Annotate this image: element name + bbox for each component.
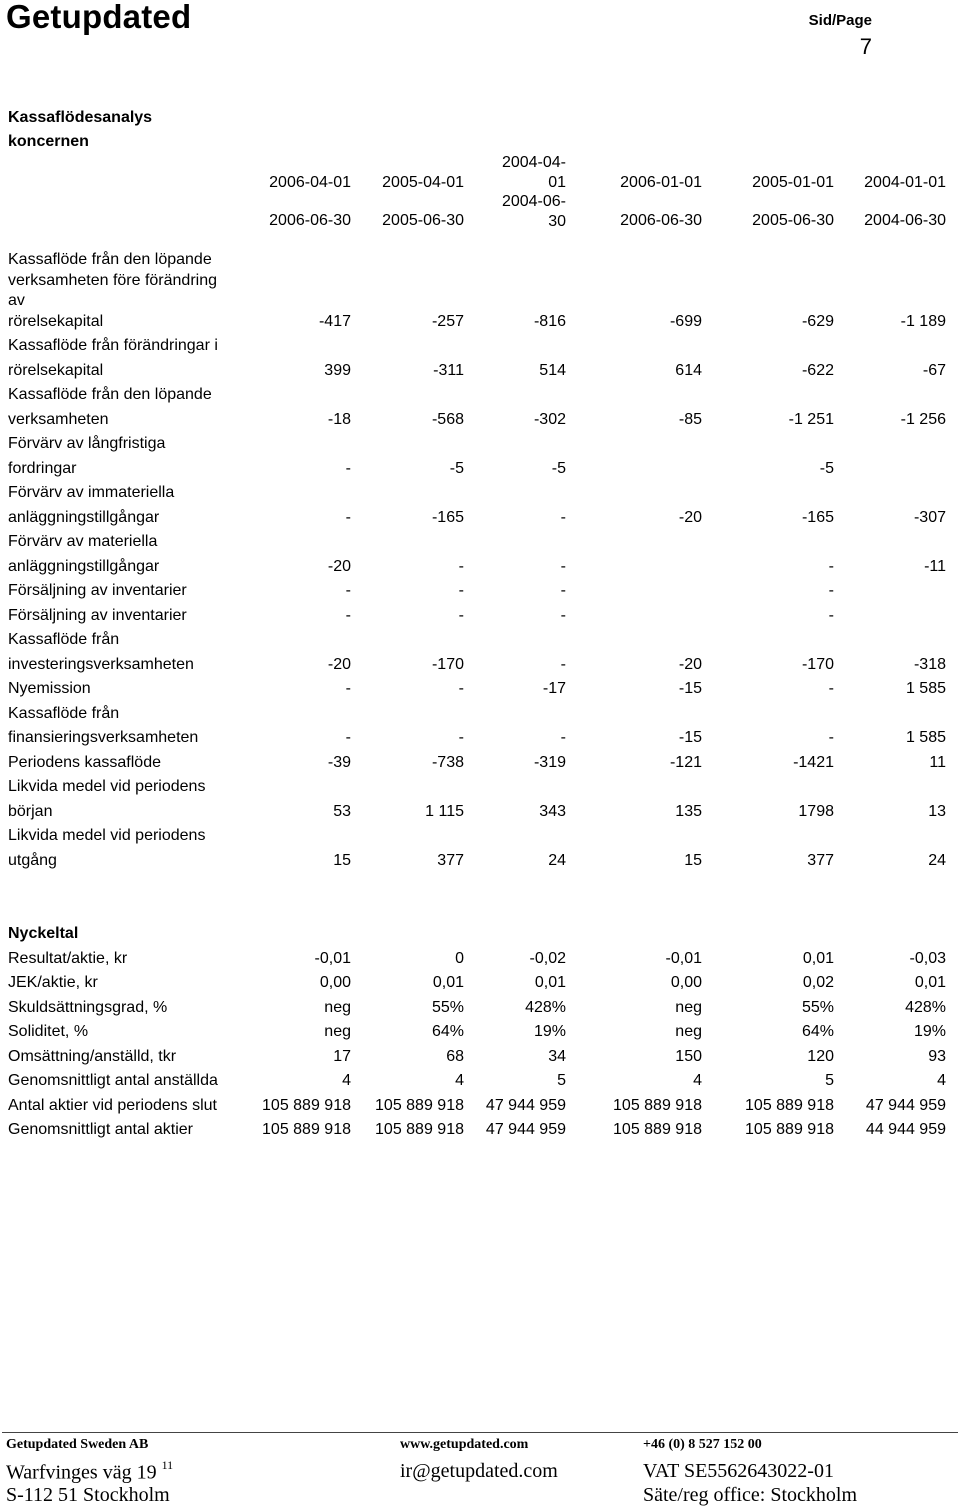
cell-value: - [345,582,351,599]
cell-value: 55% [801,998,834,1016]
cell-value: 1798 [798,802,834,820]
cell-value: 4 [455,1072,464,1089]
cell-value: -699 [669,312,702,330]
cell-value: 105 889 918 [262,1121,351,1138]
cell-value: - [828,606,834,624]
cell-value: neg [675,1023,702,1040]
row-label: Likvida medel vid periodens [8,827,206,844]
cell-value: 135 [675,802,702,820]
column-header-to: 30 [548,213,566,230]
cell-value: - [345,606,351,624]
cell-value: 1 585 [905,680,946,697]
brand-title: Getupdated [6,0,192,35]
cell-value: - [560,729,566,746]
footer-email: ir@getupdated.com [400,1460,558,1482]
cell-value: 47 944 959 [485,1096,566,1114]
cell-value: -20 [678,508,702,526]
cell-value: 4 [937,1072,946,1089]
cell-value: 1 585 [905,729,946,746]
cell-value: 47 944 959 [865,1096,946,1114]
row-label: Försäljning av inventarier [8,606,187,624]
row-label: Förvärv av materiella [8,533,158,550]
cell-value: 5 [557,1072,566,1089]
cell-value: 105 889 918 [262,1096,351,1114]
cell-value: -39 [327,753,351,771]
cell-value: -165 [801,508,834,526]
cashflow-subtitle: koncernen [8,133,89,150]
cell-value: -1 256 [900,410,946,428]
footer-city: S-112 51 Stockholm [6,1484,170,1506]
cell-value: -5 [449,459,464,477]
row-label: Kassaflöde från [8,704,120,722]
cell-value: 15 [684,851,702,869]
cell-value: -20 [327,655,351,673]
cell-value: 105 889 918 [613,1121,702,1138]
cell-value: -0,01 [665,949,702,967]
cell-value: -5 [819,459,834,477]
cell-value: -816 [533,312,566,330]
footer-street-line [6,1460,173,1485]
cell-value: -20 [327,557,351,575]
cell-value: - [458,680,464,697]
cell-value: 53 [333,802,351,820]
cell-value: -1 189 [900,312,946,330]
footer-street: Warfvinges väg 19 [6,1461,157,1484]
row-label: finansieringsverksamheten [8,729,199,746]
cell-value: 343 [539,802,566,820]
column-header-from: 2005-04-01 [382,174,464,191]
cell-value: - [560,582,566,599]
cell-value: 428% [525,998,566,1016]
cell-value: 64% [801,1023,834,1040]
cell-value: -738 [431,753,464,771]
cell-value: -67 [922,361,946,379]
cell-value: 0,00 [670,974,702,991]
cell-value: 19% [913,1023,946,1040]
cell-value: -318 [913,655,946,673]
row-label: Kassaflöde från [8,631,120,648]
cell-value: - [458,606,464,624]
footer-company: Getupdated Sweden AB [6,1437,149,1452]
cell-value: 17 [333,1047,351,1065]
column-header-to: 2004-06-30 [864,212,946,229]
cell-value: 13 [928,802,946,820]
row-label: Kassaflöde från den löpande [8,251,212,268]
cell-value: 64% [431,1023,464,1040]
cell-value: -622 [801,361,834,379]
cell-value: - [458,729,464,746]
row-label: fordringar [8,459,77,477]
cell-value: -121 [669,753,702,771]
cell-value: 11 [929,753,946,771]
row-label: Försäljning av inventarier [8,582,187,599]
cell-value: -0,03 [909,949,946,967]
page-number: 7 [859,34,872,59]
cell-value: -17 [542,680,566,697]
cell-value: -302 [533,410,566,428]
cell-value: -629 [801,312,834,330]
cell-value: 105 889 918 [745,1096,834,1114]
cell-value: -1421 [793,753,834,771]
cell-value: 428% [905,998,946,1016]
cashflow-title: Kassaflödesanalys [8,109,153,126]
cell-value: -319 [533,753,566,771]
cell-value: 93 [928,1047,946,1065]
footer-divider [2,1432,958,1433]
cell-value: - [560,655,566,673]
cell-value: 377 [807,851,834,869]
footer-phone: +46 (0) 8 527 152 00 [643,1437,762,1452]
row-label: Genomsnittligt antal anställda [8,1072,218,1089]
cell-value: 34 [548,1047,566,1065]
cell-value: -170 [801,655,834,673]
cell-value: - [458,557,464,575]
row-label: utgång [8,851,57,869]
cell-value: 0,01 [802,949,834,967]
cell-value: 4 [693,1072,702,1089]
cell-value: - [560,606,566,624]
row-label: verksamheten [8,410,109,428]
cell-value: 399 [324,361,351,379]
cell-value: 105 889 918 [375,1121,464,1138]
cell-value: - [345,459,351,477]
cell-value: - [828,729,834,746]
cell-value: 0,00 [319,974,351,991]
cell-value: 150 [675,1047,702,1065]
cell-value: neg [324,998,351,1016]
cell-value: 24 [548,851,566,869]
cell-value: -307 [913,508,946,526]
page-label: Sid/Page [808,12,872,29]
cell-value: 44 944 959 [865,1121,946,1138]
cell-value: 0,02 [802,974,834,991]
column-header-from: 2004-01-01 [864,174,946,191]
row-label: anläggningstillgångar [8,508,160,526]
cell-value: -311 [433,361,464,379]
cell-value: 47 944 959 [485,1121,566,1138]
cell-value: - [345,729,351,746]
row-label: investeringsverksamheten [8,655,194,673]
cell-value: 377 [437,851,464,869]
cell-value: 120 [807,1047,834,1065]
row-label: rörelsekapital [8,312,104,330]
row-label: Resultat/aktie, kr [8,949,128,967]
cell-value: -170 [431,655,464,673]
cell-value: 5 [825,1072,834,1089]
row-label: Kassaflöde från den löpande [8,386,212,403]
cell-value: 514 [539,361,566,379]
cell-value: 0,01 [534,974,566,991]
cell-value: 105 889 918 [745,1121,834,1138]
column-header-from: 2005-01-01 [752,174,834,191]
cell-value: neg [675,998,702,1016]
row-label: JEK/aktie, kr [8,974,98,991]
cell-value: 15 [333,851,351,869]
footer-website: www.getupdated.com [400,1437,529,1452]
row-label: Antal aktier vid periodens slut [8,1096,217,1114]
cell-value: -5 [551,459,566,477]
keyfigures-title: Nyckeltal [8,925,79,942]
cell-value: -257 [431,312,464,330]
cell-value: -15 [678,729,702,746]
row-label: Genomsnittligt antal aktier [8,1121,193,1138]
cell-value: 614 [675,361,702,379]
cell-value: - [458,582,464,599]
cell-value: - [828,582,834,599]
cell-value: -417 [318,312,351,330]
footer-seat: Säte/reg office: Stockholm [643,1484,858,1506]
cell-value: -568 [431,410,464,428]
cell-value: 24 [928,851,946,869]
cell-value: - [560,508,566,526]
cell-value: -20 [678,655,702,673]
cell-value: - [345,508,351,526]
column-header-to: 2006-06-30 [269,212,351,229]
cell-value: -165 [431,508,464,526]
cell-value: neg [324,1023,351,1040]
cell-value: - [828,557,834,575]
cell-value: 0 [455,949,464,967]
column-header-from: 2004-04- [501,154,566,171]
row-label: Omsättning/anställd, tkr [8,1047,177,1065]
cell-value: 1 115 [425,802,464,820]
row-label: Förvärv av immateriella [8,484,175,501]
cell-value: 68 [446,1047,464,1065]
row-label: Skuldsättningsgrad, % [8,998,168,1016]
row-label: Soliditet, % [8,1023,89,1040]
cell-value: -85 [678,410,702,428]
row-label: början [8,802,53,820]
row-label: Likvida medel vid periodens [8,778,206,795]
footer-vat: VAT SE5562643022-01 [643,1460,834,1482]
cell-value: 105 889 918 [375,1096,464,1114]
column-header-from: 2006-04-01 [269,174,351,191]
row-label: Periodens kassaflöde [8,753,161,771]
column-header-from: 2006-01-01 [620,174,702,191]
cell-value: 105 889 918 [613,1096,702,1114]
cell-value: - [345,680,351,697]
column-header-to: 2005-06-30 [382,212,464,229]
cell-value: - [560,557,566,575]
cell-value: 0,01 [432,974,464,991]
cell-value: -18 [327,410,351,428]
footer-street-sup: 11 [161,1458,174,1472]
cell-value: 19% [533,1023,566,1040]
cell-value: -0,02 [529,949,566,967]
row-label: Kassaflöde från förändringar i [8,337,218,354]
cell-value: -1 251 [788,410,834,428]
cell-value: -15 [678,680,702,697]
row-label: rörelsekapital [8,361,104,379]
cell-value: -0,01 [314,949,351,967]
row-label: Förvärv av långfristiga [8,435,166,452]
cell-value: 4 [342,1072,351,1089]
column-header-from: 01 [548,174,566,191]
row-label: Nyemission [8,680,91,697]
row-label: verksamheten före förändring [8,271,217,289]
row-label: av [8,292,25,309]
column-header-to: 2005-06-30 [752,212,834,229]
column-header-to: 2004-06- [501,193,566,210]
cell-value: -11 [924,557,946,575]
cell-value: 0,01 [914,974,946,991]
cell-value: - [828,680,834,697]
row-label: anläggningstillgångar [8,557,160,575]
cell-value: 55% [431,998,464,1016]
column-header-to: 2006-06-30 [620,212,702,229]
